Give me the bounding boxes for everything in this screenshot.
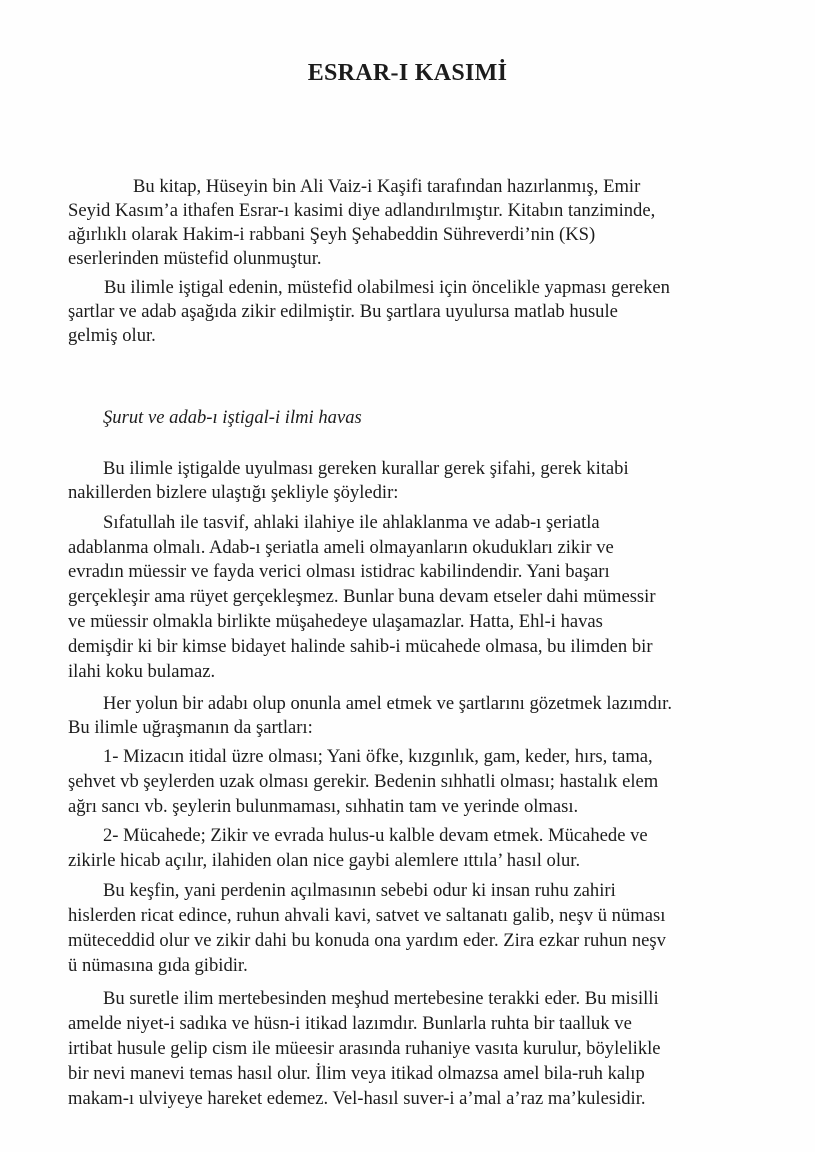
text-line: nakillerden bizlere ulaştığı şekliyle şöyledir: bbox=[68, 482, 399, 503]
text-line: eserlerinden müstefid olunmuştur. bbox=[68, 248, 322, 269]
text-line: 1- Mizacın itidal üzre olması; Yani öfke, kızgınlık, gam, keder, hırs, tama, bbox=[103, 746, 653, 767]
text-line: amelde niyet-i sadıka ve hüsn-i itikad lazımdır. Bunlarla ruhta bir taalluk ve bbox=[68, 1013, 632, 1034]
section-heading: Şurut ve adab-ı iştigal-i ilmi havas bbox=[103, 407, 362, 428]
text-line: Bu ilimle iştigal edenin, müstefid olabilmesi için öncelikle yapması gereken bbox=[104, 277, 670, 298]
text-line: ü nümasına gıda gibidir. bbox=[68, 955, 248, 976]
text-line: şartlar ve adab aşağıda zikir edilmiştir. Bu şartlara uyulursa matlab husule bbox=[68, 301, 618, 322]
text-line: makam-ı ulviyeye hareket edemez. Vel-hasıl suver-i a’mal a’raz ma’kulesidir. bbox=[68, 1088, 646, 1109]
text-line: gelmiş olur. bbox=[68, 325, 156, 346]
text-line: Bu kitap, Hüseyin bin Ali Vaiz-i Kaşifi tarafından hazırlanmış, Emir bbox=[133, 176, 641, 197]
text-line: ağrı sancı vb. şeylerin bulunmaması, sıhhatin tam ve yerinde olması. bbox=[68, 796, 579, 817]
text-line: Sıfatullah ile tasvif, ahlaki ilahiye ile ahlaklanma ve adab-ı şeriatla bbox=[103, 512, 600, 533]
text-line: irtibat husule gelip cism ile müeesir arasında ruhaniye vasıta kurulur, böylelikle bbox=[68, 1038, 661, 1059]
text-line: gerçekleşir ama rüyet gerçekleşmez. Bunlar buna devam etseler dahi mümessir bbox=[68, 586, 656, 607]
text-line: Bu keşfin, yani perdenin açılmasının sebebi odur ki insan ruhu zahiri bbox=[103, 880, 616, 901]
text-line: zikirle hicab açılır, ilahiden olan nice gaybi alemlere ıttıla’ hasıl olur. bbox=[68, 850, 581, 871]
text-line: evradın müessir ve fayda verici olması istidrac kabilindendir. Yani başarı bbox=[68, 561, 610, 582]
text-line: demişdir ki bir kimse bidayet halinde sahib-i mücahede olmasa, bu ilimden bir bbox=[68, 636, 653, 657]
text-line: ilahi koku bulamaz. bbox=[68, 661, 216, 682]
text-line: ve müessir olmakla birlikte müşahedeye ulaşamazlar. Hatta, Ehl-i havas bbox=[68, 611, 603, 632]
text-line: Seyid Kasım’a ithafen Esrar-ı kasimi diye adlandırılmıştır. Kitabın tanziminde, bbox=[68, 200, 656, 221]
text-line: adablanma olmalı. Adab-ı şeriatla ameli olmayanların okudukları zikir ve bbox=[68, 537, 614, 558]
text-line: müteceddid olur ve zikir dahi bu konuda ona yardım eder. Zira ezkar ruhun neşv bbox=[68, 930, 666, 951]
page-title: ESRAR-I KASIMİ bbox=[307, 60, 508, 86]
text-line: şehvet vb şeylerden uzak olması gerekir. Bedenin sıhhatli olması; hastalık elem bbox=[68, 771, 659, 792]
text-line: Bu suretle ilim mertebesinden meşhud mertebesine terakki eder. Bu misilli bbox=[103, 988, 659, 1009]
text-line: bir nevi manevi temas hasıl olur. İlim veya itikad olmazsa amel bila-ruh kalıp bbox=[68, 1063, 645, 1084]
text-line: ağırlıklı olarak Hakim-i rabbani Şeyh Şehabeddin Sühreverdi’nin (KS) bbox=[68, 224, 596, 245]
text-line: 2- Mücahede; Zikir ve evrada hulus-u kalble devam etmek. Mücahede ve bbox=[103, 825, 648, 846]
text-line: Bu ilimle uğraşmanın da şartları: bbox=[68, 717, 313, 738]
text-line: hislerden ricat edince, ruhun ahvali kavi, satvet ve saltanatı galib, neşv ü nüması bbox=[68, 905, 666, 926]
text-line: Her yolun bir adabı olup onunla amel etmek ve şartlarını gözetmek lazımdır. bbox=[103, 693, 672, 714]
text-line: Bu ilimle iştigalde uyulması gereken kurallar gerek şifahi, gerek kitabi bbox=[103, 458, 629, 479]
